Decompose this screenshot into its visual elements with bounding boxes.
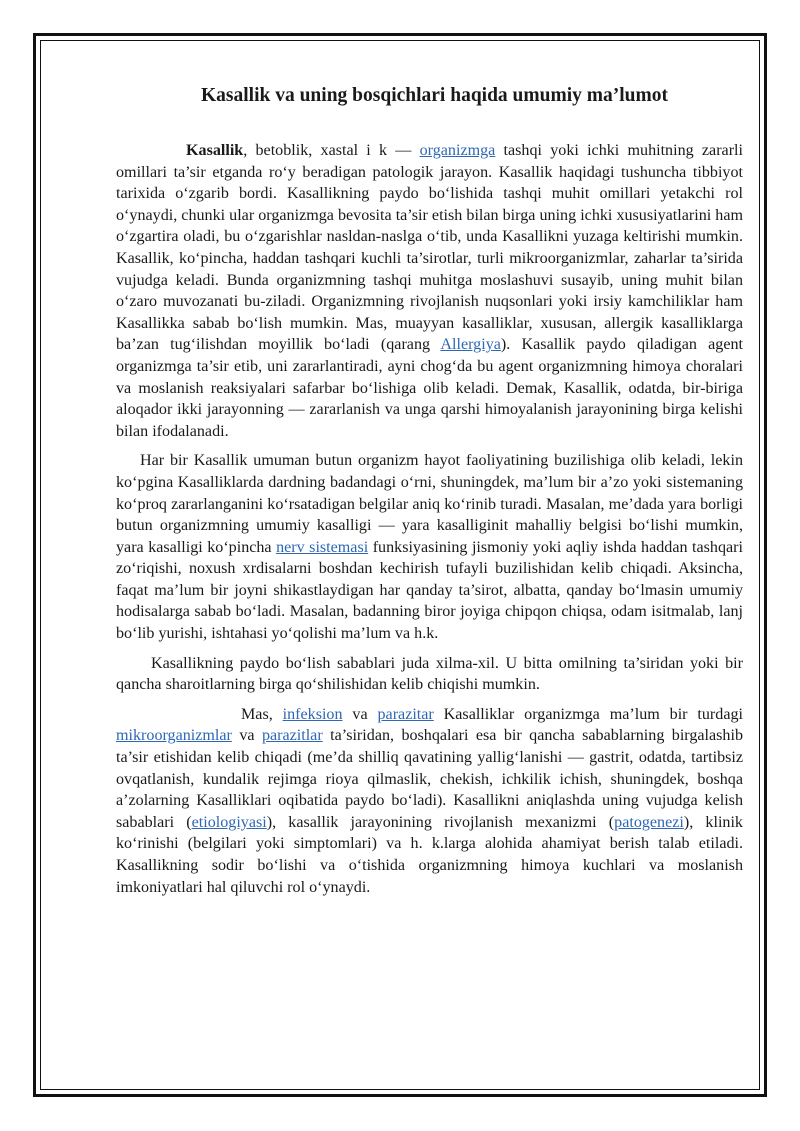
text-run: va <box>231 727 262 745</box>
paragraph-2 <box>116 450 743 644</box>
document-title: Kasallik va uning bosqichlari haqida umumiy ma’lumot <box>200 85 669 106</box>
text-run: Har bir Kasallik umuman butun organizm hayot faoliyatining buzilishiga olib keladi, lekin ko‘pgina Kasalliklarda dardning badandagi o‘rni, shuningdek, ma’lum bir a’zo yoki sistemaning ko‘proq zararlanganini ko‘rsatadigan belgilar aniq ko‘rinib turadi. Masalan, me’dada yara borligi butun organizmning umumiy kasalligi — yara kasalliginit mahalliy belgisi bo‘lishi mumkin, yara kasalligi ko‘pincha <box>116 452 743 556</box>
paragraph-3 <box>116 653 743 696</box>
link-parazitlar[interactable]: parazitlar <box>261 727 323 745</box>
link-allergiya[interactable]: Allergiya <box>440 336 501 354</box>
text-run: ta’siridan, boshqalari esa bir qancha sabablarning birgalashib ta’sir etishidan kelib chiqadi (me’da shilliq qavatining yallig‘lanishi — gastrit, odatda, tartibsiz ovqatlanish, kundalik rejimga rioya qilmaslik, chekish, ichkilik ichish, shuningdek, boshqa a’zolarning Kasalliklari oqibatida paydo bo‘ladi). Kasallikni aniqlashda uning vujudga kelish sabablari ( <box>116 727 743 831</box>
paragraph-1 <box>116 140 743 442</box>
text-run: Kasalliklar organizmga ma’lum bir turdagi <box>433 705 743 723</box>
link-mikroorganizmlar[interactable]: mikroorganizmlar <box>116 727 232 745</box>
text-run: , betoblik, xastal i k — <box>243 142 420 159</box>
link-parazitar[interactable]: parazitar <box>377 705 434 723</box>
paragraph-4 <box>116 704 743 898</box>
text-run: va <box>342 705 378 723</box>
text-run: Kasallikning paydo bo‘lish sabablari juda xilma-xil. U bitta omilning ta’siridan yoki bir qancha sharoitlarning birga qo‘shilishidan kelib chiqishi mumkin. <box>116 654 743 694</box>
link-etiologiyasi[interactable]: etiologiyasi <box>191 813 267 831</box>
document-body <box>116 84 743 906</box>
link-infeksion[interactable]: infeksion <box>282 705 343 723</box>
link-nerv-sistemasi[interactable]: nerv sistemasi <box>276 538 369 556</box>
text-run: Mas, <box>241 705 283 723</box>
text-run: ), kasallik jarayonining rivojlanish mexanizmi ( <box>266 813 615 831</box>
text-run: tashqi yoki ichki muhitning zararli omillari ta’sir etganda ro‘y beradigan patologik jarayon. Kasallik haqidagi tushuncha tibbiyot tarixida o‘zgarib bordi. Kasallikning paydo bo‘lishida tashqi muhit omillari yetakchi rol o‘ynaydi, chunki ular organizmga bevosita ta’sir etish bilan birga uning ichki xususiyatlarini ham o‘zgartira oladi, bu o‘zgarishlar nasldan-naslga o‘tib, unda Kasallikni yuzaga keltirishi mumkin. Kasallik, ko‘pincha, haddan tashqari kuchli ta’sirotlar, turli mikroorganizmlar, zaharlar ta’sirida vujudga keladi. Bunda organizmning tashqi muhitga moslashuvi susayib, uning muhit bilan o‘zaro muvozanati bu-ziladi. Organizmning rivojlanish nuqsonlari yoki irsiy kamchiliklar ham Kasallikka sabab bo‘lish mumkin. Mas, muayyan kasalliklar, xususan, allergik kasalliklarga ba’zan tug‘ilishdan moyillik bo‘ladi (qarang <box>116 142 743 354</box>
text-run: ), klinik ko‘rinishi (belgilari yoki simptomlari) va h. k.larga alohida ahamiyat berish talab etiladi. Kasallikning sodir bo‘lishi va o‘tishida organizmning himoya kuchlari va moslanish imkoniyatlari hal qiluvchi rol o‘ynaydi. <box>116 813 743 896</box>
link-patogenezi[interactable]: patogenezi <box>614 813 684 831</box>
link-organizmga[interactable]: organizmga <box>419 142 496 159</box>
text-run: funksiyasining jismoniy yoki aqliy ishda haddan tashqari zo‘riqishi, noxush xrdisalarni boshdan kechirish tufayli buzilishidan kelib chiqadi. Aksincha, faqat ma’lum bir joyni shikastlaydigan har qanday ta’sirot, albatta, qanday bo‘lmasin umumiy hodisalarga sabab bo‘ladi. Masalan, badanning biror joyiga chipqon chiqsa, odam isitmalab, lanj bo‘lib yurishi, ishtahasi yo‘qolishi ma’lum va h.k. <box>116 538 743 643</box>
term-bold: Kasallik <box>186 142 244 159</box>
text-run: ). Kasallik paydo qiladigan agent organizmga ta’sir etib, uni zararlantiradi, ayni chog‘da bu agent organizmning himoya choralari va moslanish reaksiyalari safarbar bo‘lishiga olib keladi. Demak, Kasallik, odatda, bir-biriga aloqador ikki jarayonning — zararlanish va unga qarshi himoyalanish jarayonining birga kelishi bilan ifodalanadi. <box>116 336 743 440</box>
